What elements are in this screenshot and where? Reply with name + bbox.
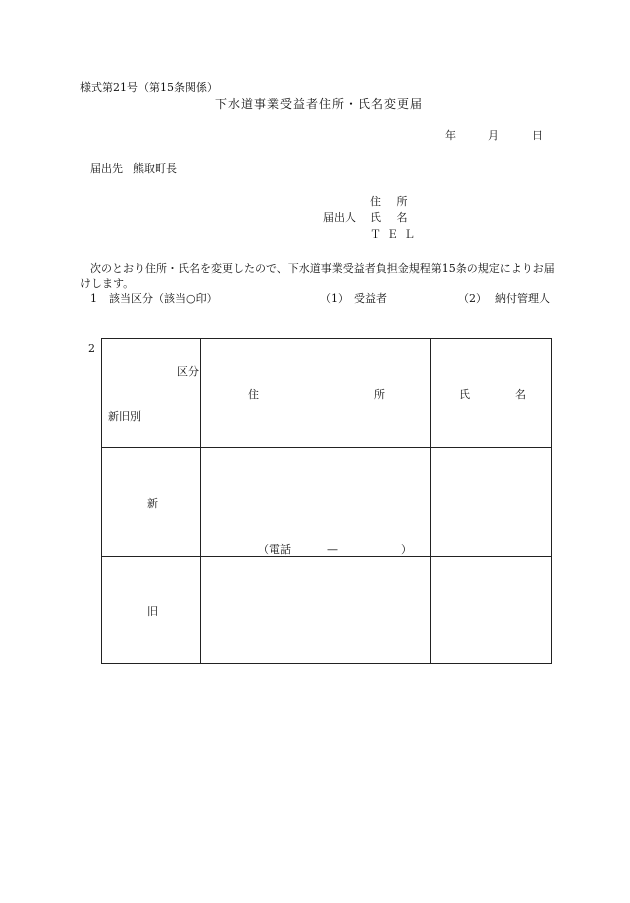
table-divider-horizontal <box>102 556 551 557</box>
header-address-char1: 住 <box>248 388 259 401</box>
phone-dash: — <box>327 543 338 556</box>
date-year-label: 年 <box>445 129 456 142</box>
header-name-char2: 名 <box>515 388 526 401</box>
item1-label: 該当区分（該当○印） <box>109 292 218 305</box>
applicant-address-label: 住 所 <box>370 195 414 208</box>
option2-label: 納付管理人 <box>495 292 550 305</box>
option1-label: 受益者 <box>354 292 387 305</box>
table-divider-vertical <box>200 339 201 663</box>
header-address-char2: 所 <box>374 388 385 401</box>
table-divider-vertical <box>430 339 431 663</box>
table-divider-horizontal <box>102 447 551 448</box>
phone-close: ） <box>401 543 412 556</box>
recipient-name: 熊取町長 <box>133 162 177 175</box>
date-month-label: 月 <box>488 129 499 142</box>
header-name-char1: 氏 <box>459 388 470 401</box>
recipient-label: 届出先 <box>90 162 123 175</box>
item1-number: 1 <box>90 292 97 305</box>
recipient-line <box>90 163 177 174</box>
form-number: 様式第21号（第15条関係） <box>80 81 218 94</box>
document-title: 下水道事業受益者住所・氏名変更届 <box>215 97 424 111</box>
header-shinkyu: 新旧別 <box>108 410 141 423</box>
header-kubun: 区分 <box>177 365 199 378</box>
item2-number: 2 <box>88 342 95 355</box>
date-day-label: 日 <box>532 129 543 142</box>
applicant-group-label: 届出人 <box>323 211 356 224</box>
change-table <box>101 338 552 664</box>
option1-number: （1） <box>320 292 349 305</box>
phone-open: （電話 <box>258 543 291 556</box>
row-label-new: 新 <box>147 497 158 510</box>
applicant-name-label: 氏 名 <box>370 211 414 224</box>
row-label-old: 旧 <box>147 605 158 618</box>
applicant-tel-label: ＴＥＬ <box>370 228 421 241</box>
option2-number: （2） <box>458 292 487 305</box>
body-text: 次のとおり住所・氏名を変更したので、下水道事業受益者負担金規程第15条の規定によりお届けします。 <box>80 262 555 290</box>
